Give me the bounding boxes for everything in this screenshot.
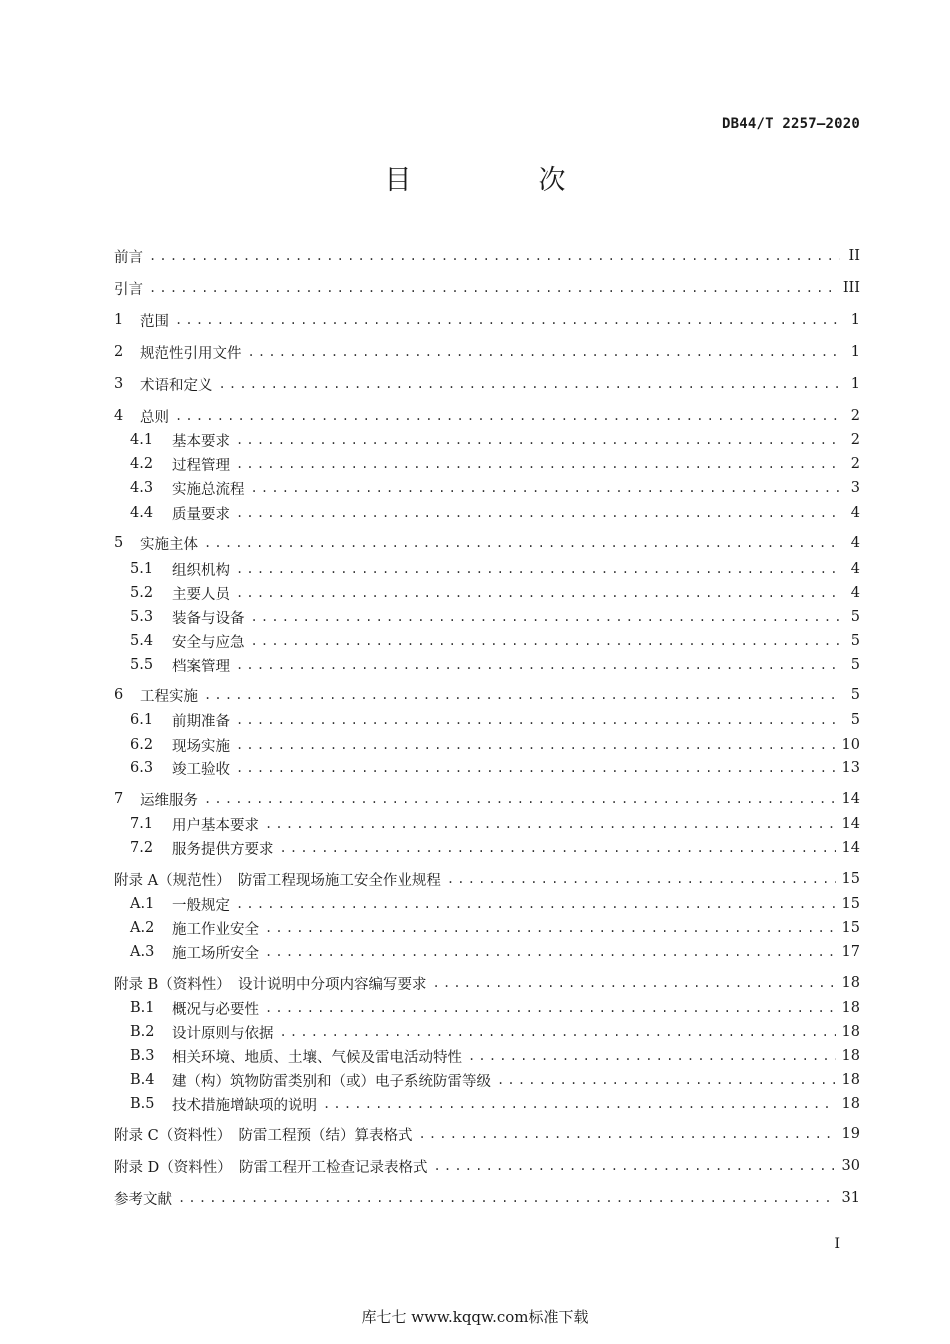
toc-entry-number: B.1 — [130, 1000, 155, 1016]
toc-entry[interactable] — [114, 734, 860, 756]
toc-entry[interactable] — [114, 757, 860, 779]
toc-entry[interactable] — [114, 558, 860, 580]
toc-entry-page: 5 — [850, 633, 860, 649]
toc-entry-label: 术语和定义 — [140, 377, 213, 394]
toc-entry-label: 附录 C（资料性） 防雷工程预（结）算表格式 — [114, 1127, 413, 1144]
toc-entry-label: 基本要求 — [172, 433, 230, 450]
toc-leader-dots — [236, 433, 840, 447]
toc-entry-page: 2 — [850, 432, 860, 448]
toc-entry-page: 18 — [841, 1096, 860, 1112]
toc-entry-number: 5.5 — [130, 657, 154, 673]
toc-entry[interactable] — [114, 709, 860, 731]
toc-entry-label: 概况与必要性 — [172, 1001, 259, 1018]
toc-entry-page: 4 — [850, 585, 860, 601]
toc-entry[interactable] — [114, 997, 860, 1019]
toc-entry[interactable] — [114, 813, 860, 835]
toc-entry[interactable] — [114, 341, 860, 363]
footer-watermark: 库七七 www.kqqw.com标准下载 — [361, 1308, 589, 1326]
toc-entry-page: 14 — [841, 840, 860, 856]
toc-leader-dots — [236, 457, 840, 471]
toc-entry-label: 施工作业安全 — [172, 921, 259, 938]
toc-entry-number: B.3 — [130, 1048, 155, 1064]
toc-entry-label: 一般规定 — [172, 897, 230, 914]
toc-entry-number: 5.4 — [130, 633, 154, 649]
toc-leader-dots — [280, 841, 836, 855]
toc-entry-label: 附录 D（资料性） 防雷工程开工检查记录表格式 — [114, 1159, 428, 1176]
toc-entry-label: 施工场所安全 — [172, 945, 259, 962]
toc-leader-dots — [236, 658, 840, 672]
toc-entry-label: 装备与设备 — [172, 610, 245, 627]
toc-entry-page: III — [842, 280, 860, 296]
toc-entry-number: 2 — [114, 344, 124, 360]
toc-entry[interactable] — [114, 684, 860, 706]
toc-entry[interactable] — [114, 1069, 860, 1091]
toc-entry[interactable] — [114, 532, 860, 554]
toc-entry-label: 建（构）筑物防雷类别和（或）电子系统防雷等级 — [172, 1073, 491, 1090]
toc-entry-page: 17 — [841, 944, 860, 960]
toc-leader-dots — [265, 817, 836, 831]
toc-entry[interactable] — [114, 1021, 860, 1043]
toc-entry-page: 3 — [850, 480, 860, 496]
toc-entry-page: 2 — [850, 456, 860, 472]
toc-entry-number: 4.1 — [130, 432, 154, 448]
toc-entry[interactable] — [114, 837, 860, 859]
toc-entry-number: A.1 — [130, 896, 155, 912]
toc-entry-label: 范围 — [140, 313, 169, 330]
toc-entry-number: B.2 — [130, 1024, 155, 1040]
toc-entry[interactable] — [114, 453, 860, 475]
toc-entry-page: 4 — [850, 505, 860, 521]
toc-entry-label: 服务提供方要求 — [172, 841, 274, 858]
toc-entry-page: 10 — [841, 737, 860, 753]
toc-entry-label: 安全与应急 — [172, 634, 245, 651]
toc-entry[interactable] — [114, 1093, 860, 1115]
toc-entry-page: 31 — [841, 1190, 860, 1206]
toc-entry-number: 6.2 — [130, 737, 154, 753]
toc-leader-dots — [175, 313, 840, 327]
toc-leader-dots — [236, 562, 840, 576]
toc-title: 目 次 — [384, 165, 616, 196]
toc-entry[interactable] — [114, 1045, 860, 1067]
toc-entry-page: II — [848, 248, 860, 264]
toc-entry-label: 组织机构 — [172, 562, 230, 579]
toc-entry-page: 5 — [850, 687, 860, 703]
toc-entry-page: 4 — [850, 561, 860, 577]
toc-entry-page: 5 — [850, 609, 860, 625]
toc-entry-number: 1 — [114, 312, 124, 328]
toc-entry-page: 13 — [841, 760, 860, 776]
toc-leader-dots — [236, 506, 840, 520]
toc-entry-number: 5 — [114, 535, 124, 551]
toc-entry-number: A.3 — [130, 944, 155, 960]
toc-entry-number: 4.4 — [130, 505, 154, 521]
toc-entry-page: 5 — [850, 712, 860, 728]
toc-entry-page: 1 — [850, 344, 860, 360]
toc-entry-label: 附录 A（规范性） 防雷工程现场施工安全作业规程 — [114, 872, 441, 889]
toc-entry-number: 5.3 — [130, 609, 154, 625]
toc-entry[interactable] — [114, 917, 860, 939]
toc-entry[interactable] — [114, 429, 860, 451]
toc-entry-number: 4 — [114, 408, 124, 424]
toc-leader-dots — [204, 688, 840, 702]
toc-leader-dots — [236, 586, 840, 600]
toc-entry-number: B.5 — [130, 1096, 155, 1112]
standard-code: DB44/T 2257—2020 — [721, 116, 860, 132]
toc-entry-number: 4.3 — [130, 480, 154, 496]
toc-entry[interactable] — [114, 1123, 860, 1145]
toc-entry-number: 4.2 — [130, 456, 154, 472]
toc-entry-page: 1 — [850, 312, 860, 328]
toc-entry-page: 18 — [841, 1000, 860, 1016]
toc-entry-label: 附录 B（资料性） 设计说明中分项内容编写要求 — [114, 976, 427, 993]
toc-leader-dots — [248, 345, 841, 359]
toc-entry-page: 15 — [841, 896, 860, 912]
toc-entry-page: 19 — [841, 1126, 860, 1142]
toc-entry[interactable] — [114, 788, 860, 810]
toc-entry-label: 技术措施增缺项的说明 — [172, 1097, 317, 1114]
toc-entry[interactable] — [114, 654, 860, 676]
toc-entry-label: 竣工验收 — [172, 761, 230, 778]
toc-entry-label: 现场实施 — [172, 738, 230, 755]
toc-entry[interactable] — [114, 309, 860, 331]
toc-entry-label: 用户基本要求 — [172, 817, 259, 834]
toc-entry-page: 2 — [850, 408, 860, 424]
toc-leader-dots — [149, 281, 837, 295]
toc-entry[interactable] — [114, 893, 860, 915]
toc-leader-dots — [265, 921, 836, 935]
toc-leader-dots — [433, 1159, 835, 1173]
toc-entry[interactable] — [114, 373, 860, 395]
toc-leader-dots — [468, 1049, 836, 1063]
toc-entry-number: 7.2 — [130, 840, 154, 856]
toc-entry-number: B.4 — [130, 1072, 155, 1088]
toc-entry-number: 5.2 — [130, 585, 154, 601]
toc-entry[interactable] — [114, 1187, 860, 1209]
toc-entry-label: 前期准备 — [172, 713, 230, 730]
toc-entry-label: 档案管理 — [172, 658, 230, 675]
toc-entry-page: 4 — [850, 535, 860, 551]
toc-entry-label: 工程实施 — [140, 688, 198, 705]
toc-entry[interactable] — [114, 1155, 860, 1177]
toc-leader-dots — [236, 738, 836, 752]
toc-entry[interactable] — [114, 477, 860, 499]
toc-entry-page: 30 — [841, 1158, 860, 1174]
toc-leader-dots — [418, 1127, 835, 1141]
toc-entry[interactable] — [114, 972, 860, 994]
toc-leader-dots — [236, 761, 836, 775]
toc-leader-dots — [175, 409, 840, 423]
toc-leader-dots — [251, 634, 841, 648]
toc-entry-number: 6 — [114, 687, 124, 703]
toc-entry-label: 规范性引用文件 — [140, 345, 242, 362]
toc-entry-number: 7.1 — [130, 816, 154, 832]
toc-entry[interactable] — [114, 502, 860, 524]
toc-entry-number: 6.3 — [130, 760, 154, 776]
toc-entry-label: 主要人员 — [172, 586, 230, 603]
toc-leader-dots — [265, 1001, 836, 1015]
toc-entry-label: 运维服务 — [140, 792, 198, 809]
toc-entry-page: 18 — [841, 1072, 860, 1088]
toc-entry-number: 3 — [114, 376, 124, 392]
toc-leader-dots — [323, 1097, 836, 1111]
toc-entry-number: 7 — [114, 791, 124, 807]
toc-entry-label: 实施总流程 — [172, 481, 245, 498]
toc-entry-page: 18 — [841, 975, 860, 991]
toc-entry-page: 14 — [841, 791, 860, 807]
toc-leader-dots — [433, 976, 836, 990]
toc-entry-label: 相关环境、地质、土壤、气候及雷电活动特性 — [172, 1049, 462, 1066]
page-number: I — [834, 1236, 840, 1252]
toc-entry-label: 前言 — [114, 249, 143, 266]
toc-entry-label: 参考文献 — [114, 1191, 172, 1208]
toc-entry[interactable] — [114, 582, 860, 604]
toc-entry-label: 引言 — [114, 281, 143, 298]
toc-leader-dots — [236, 713, 840, 727]
toc-leader-dots — [204, 536, 840, 550]
toc-entry[interactable] — [114, 405, 860, 427]
toc-entry[interactable] — [114, 277, 860, 299]
toc-leader-dots — [497, 1073, 836, 1087]
toc-leader-dots — [204, 792, 836, 806]
toc-leader-dots — [236, 897, 836, 911]
toc-leader-dots — [149, 249, 840, 263]
toc-entry-number: 5.1 — [130, 561, 154, 577]
toc-entry-page: 15 — [841, 871, 860, 887]
toc-entry-page: 18 — [841, 1024, 860, 1040]
toc-entry-number: 6.1 — [130, 712, 154, 728]
toc-entry[interactable] — [114, 245, 860, 267]
toc-leader-dots — [265, 945, 836, 959]
toc-entry[interactable] — [114, 630, 860, 652]
toc-entry-label: 质量要求 — [172, 506, 230, 523]
toc-entry-number: A.2 — [130, 920, 155, 936]
toc-entry-page: 5 — [850, 657, 860, 673]
toc-leader-dots — [251, 481, 841, 495]
toc-entry-label: 实施主体 — [140, 536, 198, 553]
toc-entry-label: 设计原则与依据 — [172, 1025, 274, 1042]
toc-leader-dots — [280, 1025, 836, 1039]
toc-entry-page: 1 — [850, 376, 860, 392]
toc-entry-page: 14 — [841, 816, 860, 832]
toc-leader-dots — [251, 610, 841, 624]
toc-entry-label: 过程管理 — [172, 457, 230, 474]
toc-entry[interactable] — [114, 868, 860, 890]
toc-entry-page: 15 — [841, 920, 860, 936]
toc-entry-label: 总则 — [140, 409, 169, 426]
toc-leader-dots — [219, 377, 841, 391]
toc-leader-dots — [178, 1191, 836, 1205]
toc-entry[interactable] — [114, 941, 860, 963]
toc-leader-dots — [447, 872, 836, 886]
toc-entry[interactable] — [114, 606, 860, 628]
toc-entry-page: 18 — [841, 1048, 860, 1064]
